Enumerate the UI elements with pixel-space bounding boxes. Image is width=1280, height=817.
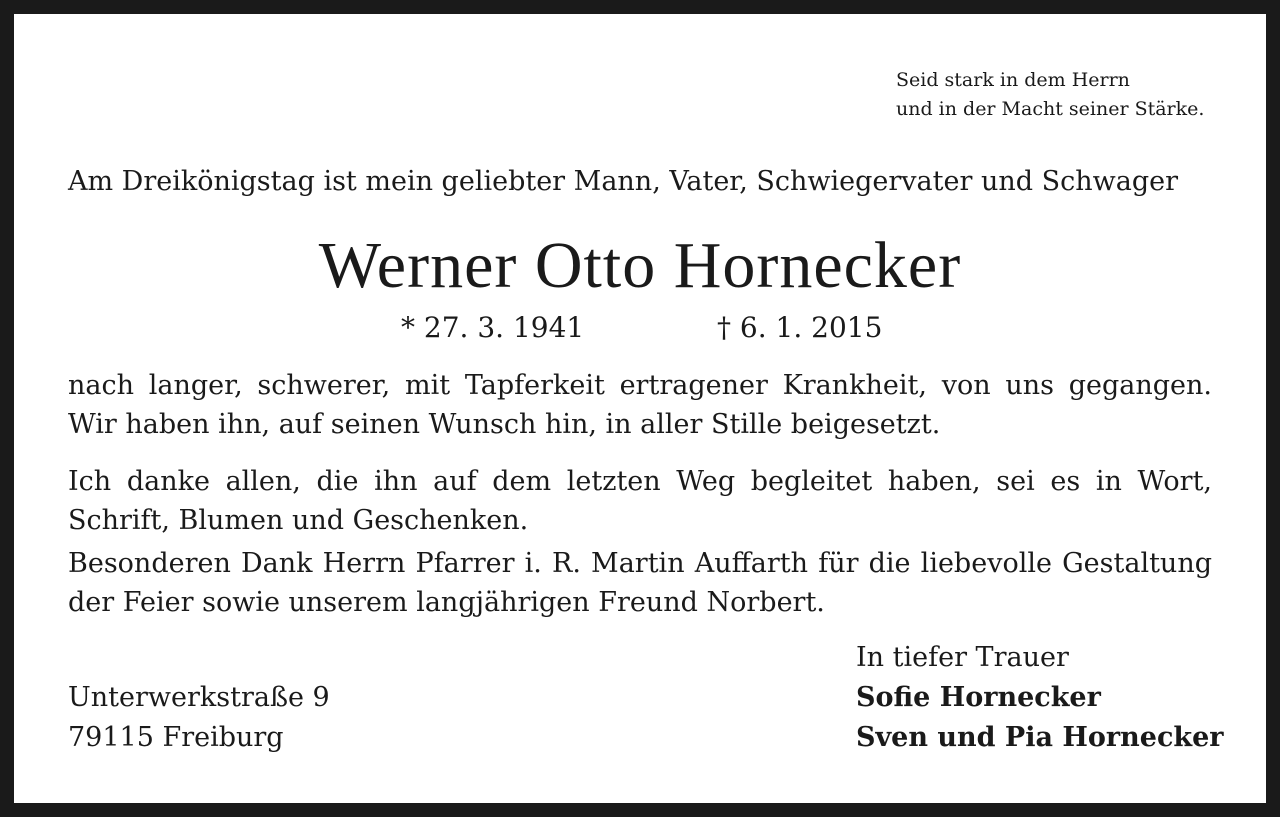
birth-date: * 27. 3. 1941 xyxy=(401,311,585,344)
address-city: 79115 Freiburg xyxy=(68,722,284,753)
motto-line-2: und in der Macht seiner Stärke. xyxy=(896,98,1205,120)
address xyxy=(68,678,330,758)
intro-text: Am Dreikönigstag ist mein geliebter Mann, Vater, Schwiegervater und Schwager xyxy=(68,166,1179,197)
mourner-name: Sven und Pia Hornecker xyxy=(856,722,1224,753)
mourner-name: Sofie Hornecker xyxy=(856,682,1101,713)
deceased-name: Werner Otto Hornecker xyxy=(318,229,962,302)
paragraph-special-thanks: Besonderen Dank Herrn Pfarrer i. R. Martin Auffarth für die liebevolle Gestaltung der Feier sowie unserem langjährigen Freund Norbert. xyxy=(68,548,1212,618)
motto-line-1: Seid stark in dem Herrn xyxy=(896,69,1130,91)
obituary-notice xyxy=(14,14,1266,803)
address-street: Unterwerkstraße 9 xyxy=(68,682,330,713)
mourners xyxy=(856,638,1224,758)
paragraph-passing: nach langer, schwerer, mit Tapferkeit ertragener Krankheit, von uns gegangen. Wir haben ihn, auf seinen Wunsch hin, in aller Stille beigesetzt. xyxy=(68,370,1212,440)
paragraph-thanks: Ich danke allen, die ihn auf dem letzten Weg begleitet haben, sei es in Wort, Schrift, Blumen und Geschenken. xyxy=(68,466,1212,536)
mourners-heading: In tiefer Trauer xyxy=(856,642,1069,673)
motto xyxy=(896,66,1256,124)
death-date: † 6. 1. 2015 xyxy=(717,311,883,344)
